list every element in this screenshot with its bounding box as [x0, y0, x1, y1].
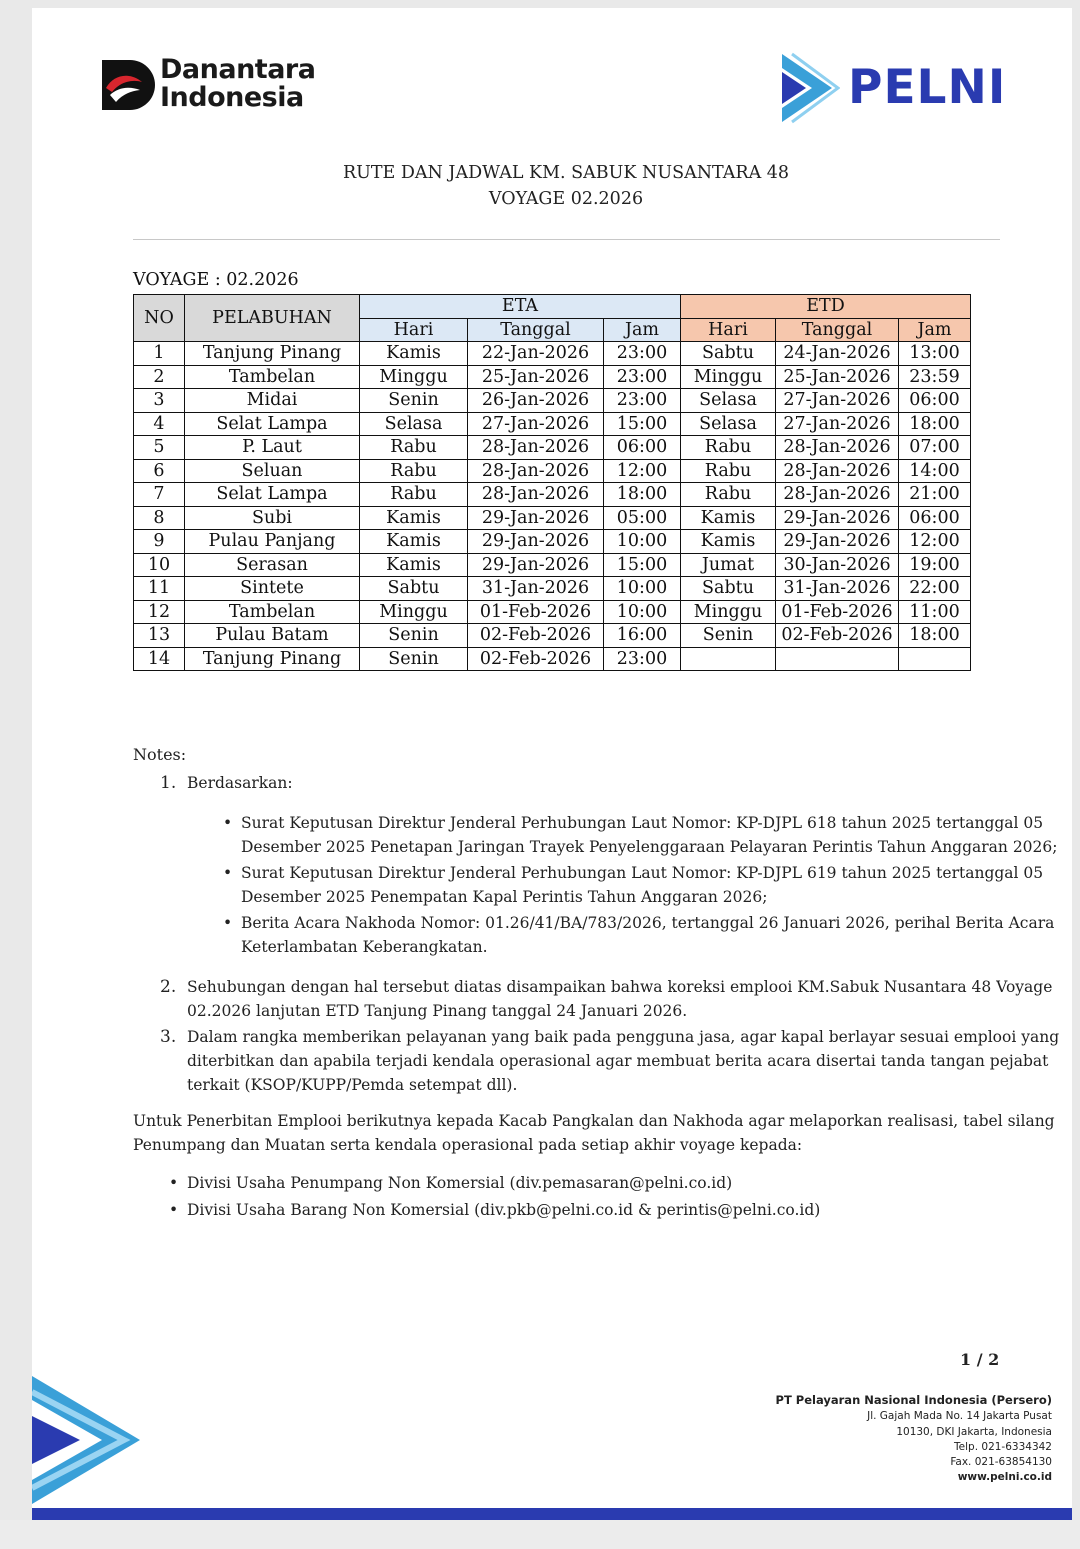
cell-etd-time: 23:59	[899, 365, 971, 389]
cell-etd-day: Senin	[681, 624, 776, 648]
note-3-line-1: Dalam rangka memberikan pelayanan yang baik pada pengguna jasa, agar kapal berlayar sesuai emplooi yang	[187, 1028, 1060, 1046]
bullet-1-line-1: • Surat Keputusan Direktur Jenderal Perhubungan Laut Nomor: KP-DJPL 618 tahun 2025 tertanggal 05	[241, 814, 1044, 832]
cell-etd-time: 11:00	[899, 600, 971, 624]
cell-no: 13	[134, 624, 185, 648]
footer-telephone: Telp. 021-6334342	[954, 1441, 1052, 1453]
cell-eta-time: 16:00	[604, 624, 681, 648]
cell-port: Selat Lampa	[185, 412, 360, 436]
bullet-2-line-1: • Surat Keputusan Direktur Jenderal Perhubungan Laut Nomor: KP-DJPL 619 tahun 2025 tertanggal 05	[241, 864, 1044, 882]
cell-etd-day: Sabtu	[681, 577, 776, 601]
cell-eta-time: 05:00	[604, 506, 681, 530]
cell-eta-date: 26-Jan-2026	[468, 389, 604, 413]
cell-etd-time: 12:00	[899, 530, 971, 554]
cell-eta-time: 10:00	[604, 600, 681, 624]
header-no: NO	[134, 295, 185, 342]
cell-etd-date: 02-Feb-2026	[776, 624, 899, 648]
header-eta-date: Tanggal	[468, 318, 604, 342]
document-title: RUTE DAN JADWAL KM. SABUK NUSANTARA 48	[342, 163, 790, 183]
cell-port: Tanjung Pinang	[185, 647, 360, 671]
table-row	[134, 506, 971, 530]
cell-no: 8	[134, 506, 185, 530]
reporting-paragraph	[133, 1109, 1055, 1157]
bullet-1-line-2: Desember 2025 Penetapan Jaringan Trayek Penyelenggaraan Pelayaran Perintis Tahun Anggaran 2026;	[241, 838, 1058, 856]
bullet-3-line-1: • Berita Acara Nakhoda Nomor: 01.26/41/BA/783/2026, tertanggal 26 Januari 2026, perihal Berita Acara	[241, 914, 1055, 932]
footer-bar	[32, 1508, 1072, 1520]
cell-eta-day: Senin	[360, 389, 468, 413]
cell-no: 2	[134, 365, 185, 389]
cell-eta-time: 10:00	[604, 530, 681, 554]
pelni-logo-text: PELNI	[848, 60, 1007, 115]
danantara-logo-icon	[100, 58, 156, 112]
cell-no: 7	[134, 483, 185, 507]
table-row	[134, 412, 971, 436]
cell-eta-date: 28-Jan-2026	[468, 436, 604, 460]
cell-etd-day: Minggu	[681, 365, 776, 389]
cell-eta-time: 15:00	[604, 412, 681, 436]
cell-etd-time: 18:00	[899, 412, 971, 436]
footer-website: www.pelni.co.id	[957, 1471, 1052, 1483]
cell-eta-day: Rabu	[360, 459, 468, 483]
paragraph-line-2: Penumpang dan Muatan serta kendala operasional pada setiap akhir voyage kepada:	[133, 1136, 803, 1154]
cell-eta-day: Kamis	[360, 506, 468, 530]
note-1-text: Berdasarkan:	[187, 774, 293, 792]
table-row	[134, 459, 971, 483]
bullet-2-line-2: Desember 2025 Penempatan Kapal Perintis Tahun Anggaran 2026;	[241, 888, 768, 906]
cell-eta-time: 23:00	[604, 389, 681, 413]
cell-eta-day: Minggu	[360, 600, 468, 624]
paragraph-line-1: Untuk Penerbitan Emplooi berikutnya kepada Kacab Pangkalan dan Nakhoda agar melaporkan realisasi, tabel silang	[133, 1112, 1055, 1130]
table-row	[134, 365, 971, 389]
cell-eta-date: 22-Jan-2026	[468, 342, 604, 366]
cell-port: P. Laut	[185, 436, 360, 460]
cell-etd-date: 24-Jan-2026	[776, 342, 899, 366]
cell-etd-day: Minggu	[681, 600, 776, 624]
cell-eta-day: Selasa	[360, 412, 468, 436]
cell-etd-date: 29-Jan-2026	[776, 530, 899, 554]
note-1-bullet-3	[241, 911, 1054, 959]
cell-eta-date: 29-Jan-2026	[468, 553, 604, 577]
header-etd: ETD	[681, 295, 971, 319]
cell-port: Pulau Batam	[185, 624, 360, 648]
note-3-number: 3.	[160, 1027, 177, 1047]
cell-port: Tambelan	[185, 365, 360, 389]
cell-eta-date: 27-Jan-2026	[468, 412, 604, 436]
cell-port: Tanjung Pinang	[185, 342, 360, 366]
cell-port: Subi	[185, 506, 360, 530]
cell-etd-time: 18:00	[899, 624, 971, 648]
bottom-margin	[0, 1520, 1080, 1549]
table-row	[134, 342, 971, 366]
cell-eta-date: 28-Jan-2026	[468, 459, 604, 483]
footer-company: PT Pelayaran Nasional Indonesia (Persero)	[775, 1393, 1052, 1407]
table-row	[134, 530, 971, 554]
cell-eta-time: 12:00	[604, 459, 681, 483]
cell-etd-date: 27-Jan-2026	[776, 389, 899, 413]
cell-no: 5	[134, 436, 185, 460]
pelni-chevron-decoration-icon	[32, 1368, 157, 1518]
notes-heading: Notes:	[133, 745, 187, 764]
cell-port: Seluan	[185, 459, 360, 483]
cell-etd-time: 21:00	[899, 483, 971, 507]
cell-etd-date: 27-Jan-2026	[776, 412, 899, 436]
note-2-number: 2.	[160, 977, 177, 997]
cell-etd-day: Jumat	[681, 553, 776, 577]
cell-eta-date: 28-Jan-2026	[468, 483, 604, 507]
cell-etd-date: 28-Jan-2026	[776, 483, 899, 507]
cell-no: 14	[134, 647, 185, 671]
header-port: PELABUHAN	[185, 295, 360, 342]
cell-eta-date: 25-Jan-2026	[468, 365, 604, 389]
table-row	[134, 600, 971, 624]
cell-no: 10	[134, 553, 185, 577]
brand-left-line1: Danantara	[160, 54, 316, 85]
cell-etd-day: Selasa	[681, 412, 776, 436]
cell-etd-time: 07:00	[899, 436, 971, 460]
cell-no: 11	[134, 577, 185, 601]
cell-eta-date: 29-Jan-2026	[468, 506, 604, 530]
cell-etd-time: 06:00	[899, 506, 971, 530]
header-etd-time: Jam	[899, 318, 971, 342]
cell-no: 4	[134, 412, 185, 436]
cell-eta-time: 15:00	[604, 553, 681, 577]
cell-eta-day: Kamis	[360, 530, 468, 554]
cell-etd-day: Sabtu	[681, 342, 776, 366]
cell-port: Midai	[185, 389, 360, 413]
cell-etd-date: 29-Jan-2026	[776, 506, 899, 530]
cell-eta-day: Sabtu	[360, 577, 468, 601]
cell-port: Serasan	[185, 553, 360, 577]
cell-port: Sintete	[185, 577, 360, 601]
note-2-line-2: 02.2026 lanjutan ETD Tanjung Pinang tanggal 24 Januari 2026.	[187, 1002, 688, 1020]
table-row	[134, 577, 971, 601]
header-etd-day: Hari	[681, 318, 776, 342]
cell-port: Pulau Panjang	[185, 530, 360, 554]
cell-eta-day: Kamis	[360, 553, 468, 577]
cell-eta-time: 06:00	[604, 436, 681, 460]
cell-etd-time: 13:00	[899, 342, 971, 366]
bullet-3-line-2: Keterlambatan Keberangkatan.	[241, 938, 488, 956]
cell-eta-date: 29-Jan-2026	[468, 530, 604, 554]
cell-eta-day: Senin	[360, 647, 468, 671]
danantara-logo-text	[160, 56, 315, 112]
header-etd-date: Tanggal	[776, 318, 899, 342]
table-row	[134, 647, 971, 671]
cell-etd-date	[776, 647, 899, 671]
table-row	[134, 553, 971, 577]
cell-etd-date: 31-Jan-2026	[776, 577, 899, 601]
cell-eta-day: Senin	[360, 624, 468, 648]
brand-left-line2: Indonesia	[160, 82, 304, 113]
cell-eta-day: Rabu	[360, 483, 468, 507]
note-1-bullet-2	[241, 861, 1043, 909]
note-3-line-2: diterbitkan dan apabila terjadi kendala operasional agar membuat berita acara disertai tanda tangan pejabat	[187, 1052, 1049, 1070]
cell-no: 3	[134, 389, 185, 413]
cell-etd-date: 01-Feb-2026	[776, 600, 899, 624]
cell-no: 6	[134, 459, 185, 483]
cell-etd-time: 06:00	[899, 389, 971, 413]
cell-etd-time: 19:00	[899, 553, 971, 577]
header-eta-day: Hari	[360, 318, 468, 342]
cell-port: Tambelan	[185, 600, 360, 624]
document-page	[32, 8, 1072, 1520]
cell-eta-date: 02-Feb-2026	[468, 624, 604, 648]
header-eta: ETA	[360, 295, 681, 319]
note-3-line-3: terkait (KSOP/KUPP/Pemda setempat dll).	[187, 1076, 518, 1094]
cell-etd-time: 22:00	[899, 577, 971, 601]
cell-no: 12	[134, 600, 185, 624]
cell-port: Selat Lampa	[185, 483, 360, 507]
cell-eta-time: 18:00	[604, 483, 681, 507]
note-2-line-1: Sehubungan dengan hal tersebut diatas disampaikan bahwa koreksi emplooi KM.Sabuk Nusantara 48 Voyage	[187, 978, 1053, 996]
cell-etd-day: Kamis	[681, 530, 776, 554]
note-1-number: 1.	[160, 773, 177, 793]
cell-etd-date: 25-Jan-2026	[776, 365, 899, 389]
cell-etd-date: 30-Jan-2026	[776, 553, 899, 577]
footer-address-2: 10130, DKI Jakarta, Indonesia	[896, 1426, 1052, 1438]
cell-eta-date: 01-Feb-2026	[468, 600, 604, 624]
note-1-bullet-1	[241, 811, 1058, 859]
document-subtitle: VOYAGE 02.2026	[488, 189, 644, 209]
cell-etd-time	[899, 647, 971, 671]
cell-eta-date: 31-Jan-2026	[468, 577, 604, 601]
page-number: 1 / 2	[960, 1350, 1000, 1369]
cell-etd-day: Rabu	[681, 459, 776, 483]
cell-etd-date: 28-Jan-2026	[776, 436, 899, 460]
note-3-text	[187, 1025, 1059, 1097]
voyage-label: VOYAGE : 02.2026	[133, 270, 299, 290]
cell-eta-time: 23:00	[604, 365, 681, 389]
header-eta-time: Jam	[604, 318, 681, 342]
cell-eta-time: 23:00	[604, 342, 681, 366]
footer-fax: Fax. 021-63854130	[950, 1456, 1052, 1468]
cell-no: 1	[134, 342, 185, 366]
pelni-logo-icon	[778, 52, 840, 124]
cell-etd-day	[681, 647, 776, 671]
table-row	[134, 624, 971, 648]
cell-etd-day: Rabu	[681, 436, 776, 460]
table-row	[134, 436, 971, 460]
cell-eta-day: Minggu	[360, 365, 468, 389]
cell-etd-date: 28-Jan-2026	[776, 459, 899, 483]
cell-eta-day: Rabu	[360, 436, 468, 460]
cell-eta-day: Kamis	[360, 342, 468, 366]
cell-etd-day: Kamis	[681, 506, 776, 530]
schedule-table	[133, 294, 971, 671]
cell-etd-time: 14:00	[899, 459, 971, 483]
cell-etd-day: Selasa	[681, 389, 776, 413]
footer-address-1: Jl. Gajah Mada No. 14 Jakarta Pusat	[867, 1410, 1052, 1422]
table-header-row-1	[134, 295, 971, 319]
cell-eta-date: 02-Feb-2026	[468, 647, 604, 671]
cell-eta-time: 23:00	[604, 647, 681, 671]
note-2-text	[187, 975, 1052, 1023]
contact-2: • Divisi Usaha Barang Non Komersial (div.pkb@pelni.co.id & perintis@pelni.co.id)	[187, 1198, 820, 1222]
table-row	[134, 389, 971, 413]
table-row	[134, 483, 971, 507]
cell-etd-day: Rabu	[681, 483, 776, 507]
divider	[133, 239, 1000, 240]
table-body	[134, 342, 971, 671]
contact-1: • Divisi Usaha Penumpang Non Komersial (div.pemasaran@pelni.co.id)	[187, 1171, 732, 1195]
cell-eta-time: 10:00	[604, 577, 681, 601]
cell-no: 9	[134, 530, 185, 554]
